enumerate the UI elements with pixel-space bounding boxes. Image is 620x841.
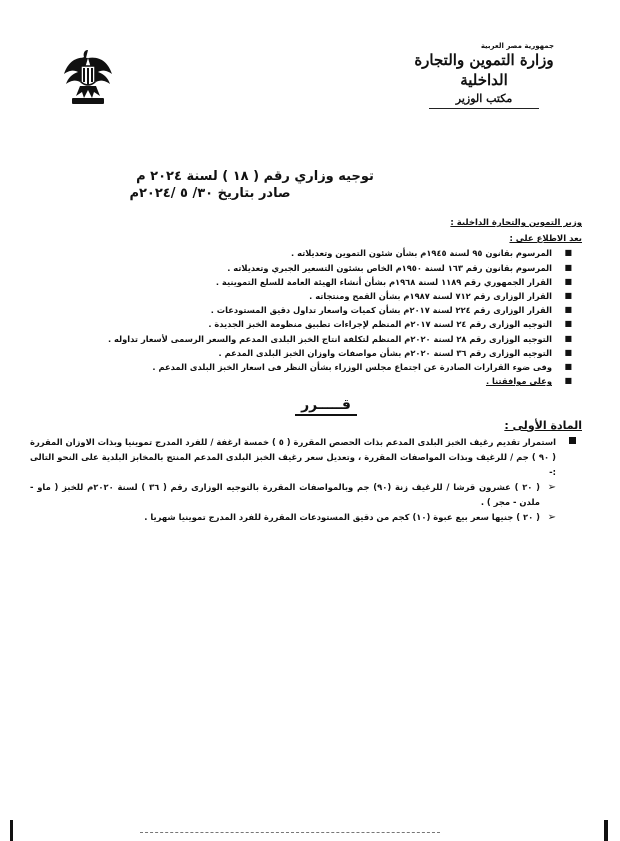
decree-number: توجيه وزاري رقم ( ١٨ ) لسنة ٢٠٢٤ م xyxy=(136,169,374,184)
republic-name: جمهورية مصر العربية xyxy=(480,42,554,50)
article-item: ➢ ( ٢٠ ) عشرون قرشا / للرغيف زنة (٩٠) جم وبالمواصفات المقررة بالتوجيه الوزارى رقم ( ٣٦ ) لسنة ٢٠٢٠م للخبز ( ماو - ملدن - مجر ) . xyxy=(30,481,556,507)
scan-edge-mark xyxy=(604,820,608,841)
egypt-eagle-emblem-icon xyxy=(62,44,114,108)
square-bullet-icon xyxy=(569,437,576,444)
decree-title-block xyxy=(90,168,420,202)
list-item: ■ وفى ضوء القرارات الصادرة عن اجتماع مجلس الوزراء بشأن النظر فى اسعار الخبز البلدى المدعم . xyxy=(30,360,556,374)
list-item: ■ القرار الجمهوري رقم ١١٨٩ لسنة ١٩٦٨م بشأن أنشاء الهيئة العامة للسلع التموينية . xyxy=(30,275,556,289)
letterhead-underline xyxy=(429,108,539,109)
bullet-icon: ■ xyxy=(564,305,572,315)
bullet-icon: ■ xyxy=(564,347,572,357)
reference-list xyxy=(30,246,582,388)
list-item: ■ التوجيه الوزارى رقم ٣٦ لسنة ٢٠٢٠م بشأن مواصفات واوزان الخبز البلدى المدعم . xyxy=(30,346,556,360)
arrow-bullet-icon: ➢ xyxy=(547,511,556,523)
list-item: ■ القرار الوزارى رقم ٧١٢ لسنة ١٩٨٧م بشأن القمح ومنتجاته . xyxy=(30,289,556,303)
list-item: ■ التوجيه الوزارى رقم ٢٤ لسنة ٢٠١٧م المنظم لإجراءات تطبيق منظومة الخبز الجديدة . xyxy=(30,317,556,331)
decision-heading: قـــــرر xyxy=(30,398,582,412)
arrow-bullet-icon: ➢ xyxy=(547,481,556,493)
bullet-icon: ■ xyxy=(564,276,572,286)
list-item: ■ المرسوم بقانون ٩٥ لسنة ١٩٤٥م بشأن شئون التموين وتعديلاته . xyxy=(30,246,556,260)
decree-body xyxy=(30,216,582,525)
article-body: استمرار تقديم رغيف الخبز البلدى المدعم بذات الحصص المقررة ( ٥ ) خمسة ارغفة / للفرد المدرج تموينيا وبذات الاوزان المقررة ( ٩٠ ) جم / للرغيف وبذات المواصفات المقررة ، وتعديل سعر رغيف الخبز البلدى المدعم المنتج بالمخابز البلدية على النحو التالى :- xyxy=(30,435,582,480)
minister-heading: وزير التموين والتجارة الداخلية : xyxy=(450,218,582,228)
minister-office: مكتب الوزير xyxy=(455,92,513,105)
scan-edge-mark xyxy=(10,820,13,841)
bullet-icon: ■ xyxy=(564,291,572,301)
ministry-letterhead xyxy=(394,42,574,109)
after-review-heading: بعد الاطلاع على : xyxy=(509,234,582,245)
scan-dashed-line xyxy=(140,832,440,833)
list-item: ■ التوجيه الوزارى رقم ٢٨ لسنة ٢٠٢٠م المنظم لتكلفة انتاج الخبز البلدى المدعم والسعر الرسمى لأسعار تداوله . xyxy=(30,332,556,346)
bullet-icon: ■ xyxy=(564,376,572,386)
bullet-icon: ■ xyxy=(564,319,572,329)
article-heading: المادة الأولى : xyxy=(504,418,582,432)
article-item: ➢ ( ٢٠ ) جنيها سعر بيع عبوة (١٠) كجم من دقيق المستودعات المقررة للفرد المدرج تموينيا شهريا . xyxy=(144,511,556,523)
bullet-icon: ■ xyxy=(564,333,572,343)
bullet-icon: ■ xyxy=(564,248,572,258)
decree-date: صادر بتاريخ ٣٠/ ٥ /٢٠٢٤م xyxy=(129,186,291,201)
bullet-icon: ■ xyxy=(564,262,572,272)
list-item: ■ المرسوم بقانون رقم ١٦٣ لسنة ١٩٥٠م الخاص بشئون التسعير الجبري وتعديلاته . xyxy=(30,261,556,275)
list-item: ■ القرار الوزارى رقم ٢٢٤ لسنة ٢٠١٧م بشأن كميات واسعار تداول دقيق المستودعات . xyxy=(30,303,556,317)
ministry-name: وزارة التموين والتجارة الداخلية xyxy=(414,51,554,89)
list-item: ■ وعلى موافقتنا . xyxy=(30,374,556,388)
bullet-icon: ■ xyxy=(564,362,572,372)
